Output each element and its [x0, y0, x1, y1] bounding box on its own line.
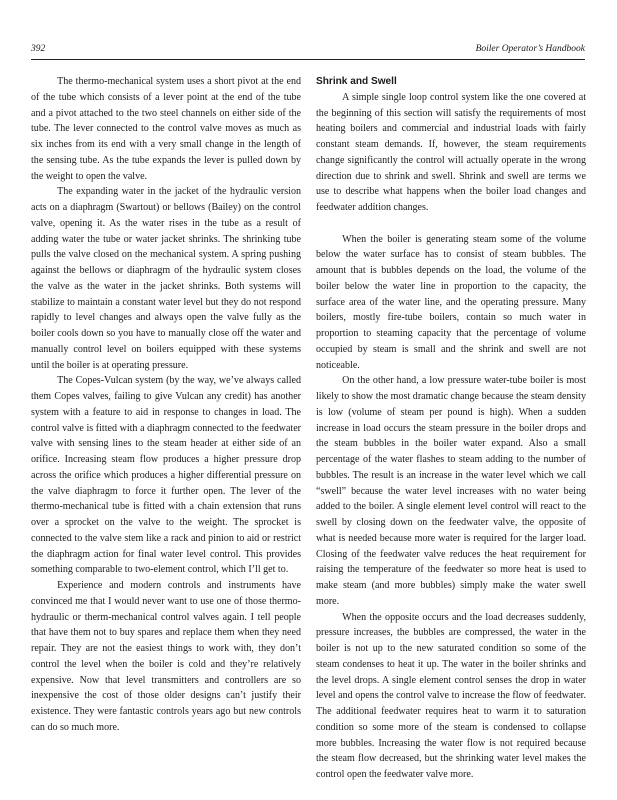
right-column: [316, 74, 586, 783]
paragraph: A simple single loop control system like the one covered at the beginning of this section will satisfy the requirements of most heating boilers and commercial and industrial loads with fairly constant steam demands. If, however, the steam requirements change significantly the control will actually operate in the wrong direction due to shrink and swell. Shrink and swell are terms we use to describe what happens when the boiler load changes and feedwater addition changes.: [316, 91, 586, 213]
paragraph: On the other hand, a low pressure water-tube boiler is most likely to show the most dramatic change because the steam density is low (volume of steam per pound is high). When a sudden increase in load occurs the steam pressure in the boiler drops and the steam bubbles in the boiler water expand. Also a small percentage of the water flashes to steam adding to the number of bubbles. The result is an increase in the water level which we call “swell” because the water level increases with no water being added to the boiler. A single element level control will react to the swell by closing down on the feedwater valve, the opposite of what is needed because more water is required for the larger load. Closing of the feedwater valve reduces the heat requirement for raising the temperature of the feedwater so more heat is used to make steam (and more bubbles) simply make the water swell more.: [316, 375, 586, 607]
paragraph: The thermo-mechanical system uses a short pivot at the end of the tube which consists of a lever point at the end of the tube and a pivot attached to the two steel channels on either side of the tube. The lever connected to the control valve moves as much as six inches from its end with a very small change in the length of the sensing tube. As the tube expands the lever is pulled down by the weight to open the valve.: [31, 76, 301, 182]
paragraph: When the boiler is generating steam some of the volume below the water surface has to consist of steam bubbles. The amount that is bubbles depends on the load, the volume of the boiler below the water line in proportion to the capacity, the surface area of the water line, and the operating pressure. Many boilers, mostly fire-tube boilers, contain so much water in proportion to steaming capacity that the percentage of volume occupied by steam is small and the shrink and swell are not noticeable.: [316, 233, 586, 371]
paragraph: Experience and modern controls and instruments have convinced me that I would never want to use one of those thermo-hydraulic or therm-mechanical control valves again. I tell people that have them not to buy spares and replace them when they need repair. They are not the easiest things to work with, they don’t control the level when the boiler is cold and they’re relatively expensive. Now that level transmitters and controllers are so inexpensive the cost of those older designs can’t justify their existence. They were fantastic controls years ago but new controls can do so much more.: [31, 580, 301, 733]
paragraph: The Copes-Vulcan system (by the way, we’ve always called them Copes valves, failing to give Vulcan any credit) has another system with a feature to aid in response to changes in load. The control valve is fitted with a diaphragm connected to the feedwater valve with sensing lines to the steam header at either side of an orifice. Increasing steam flow produces a higher pressure drop across the orifice which produces a higher differential pressure on the valve diaphragm to force it further open. The lever of the thermo-mechanical tube is fitted with a chain extension that runs over a sprocket on the valve to the weight. The sprocket is connected to the valve stem like a rack and pinion to aid or restrict the diaphragm action for final water level control. This provides something comparable to two-element control, which I’ll get to.: [31, 375, 301, 576]
book-title: Boiler Operator’s Handbook: [475, 44, 585, 54]
header-rule: [31, 59, 585, 60]
section-heading: Shrink and Swell: [316, 76, 397, 87]
paragraph: When the opposite occurs and the load decreases suddenly, pressure increases, the bubbles are compressed, the water in the boiler is not up to the new saturated condition so some of the steam condenses to heat it up. The water in the boiler shrinks and the level drops. A single element control senses the drop in water level and opens the control valve to increase the flow of feedwater. The additional feedwater requires heat to warm it to saturation condition so some more of the steam is condensed to collapse more bubbles. Increasing the water flow is not required because the steam flow decreased, but the shrinking water level makes the control open the feedwater valve more.: [316, 611, 586, 780]
paragraph: The expanding water in the jacket of the hydraulic version acts on a diaphragm (Swartout) or bellows (Bailey) on the control valve, opening it. As the water rises in the tube as a result of adding water the tube or water jacket shrinks. The shrinking tube pulls the valve closed on the mechanical system. A spring pushing against the bellows or diaphragm of the hydraulic system closes the valve as the water in the jacket shrinks. Both systems will stabilize to maintain a constant water level but they do not respond rapidly to level changes and always open the valve fully as the boiler cools down so you have to manually close off the water and manually control level on boilers equipped with these systems until the boiler is at operating pressure.: [31, 186, 301, 371]
running-header: [31, 44, 585, 58]
page-number: 392: [31, 44, 46, 54]
left-column: [31, 74, 301, 736]
